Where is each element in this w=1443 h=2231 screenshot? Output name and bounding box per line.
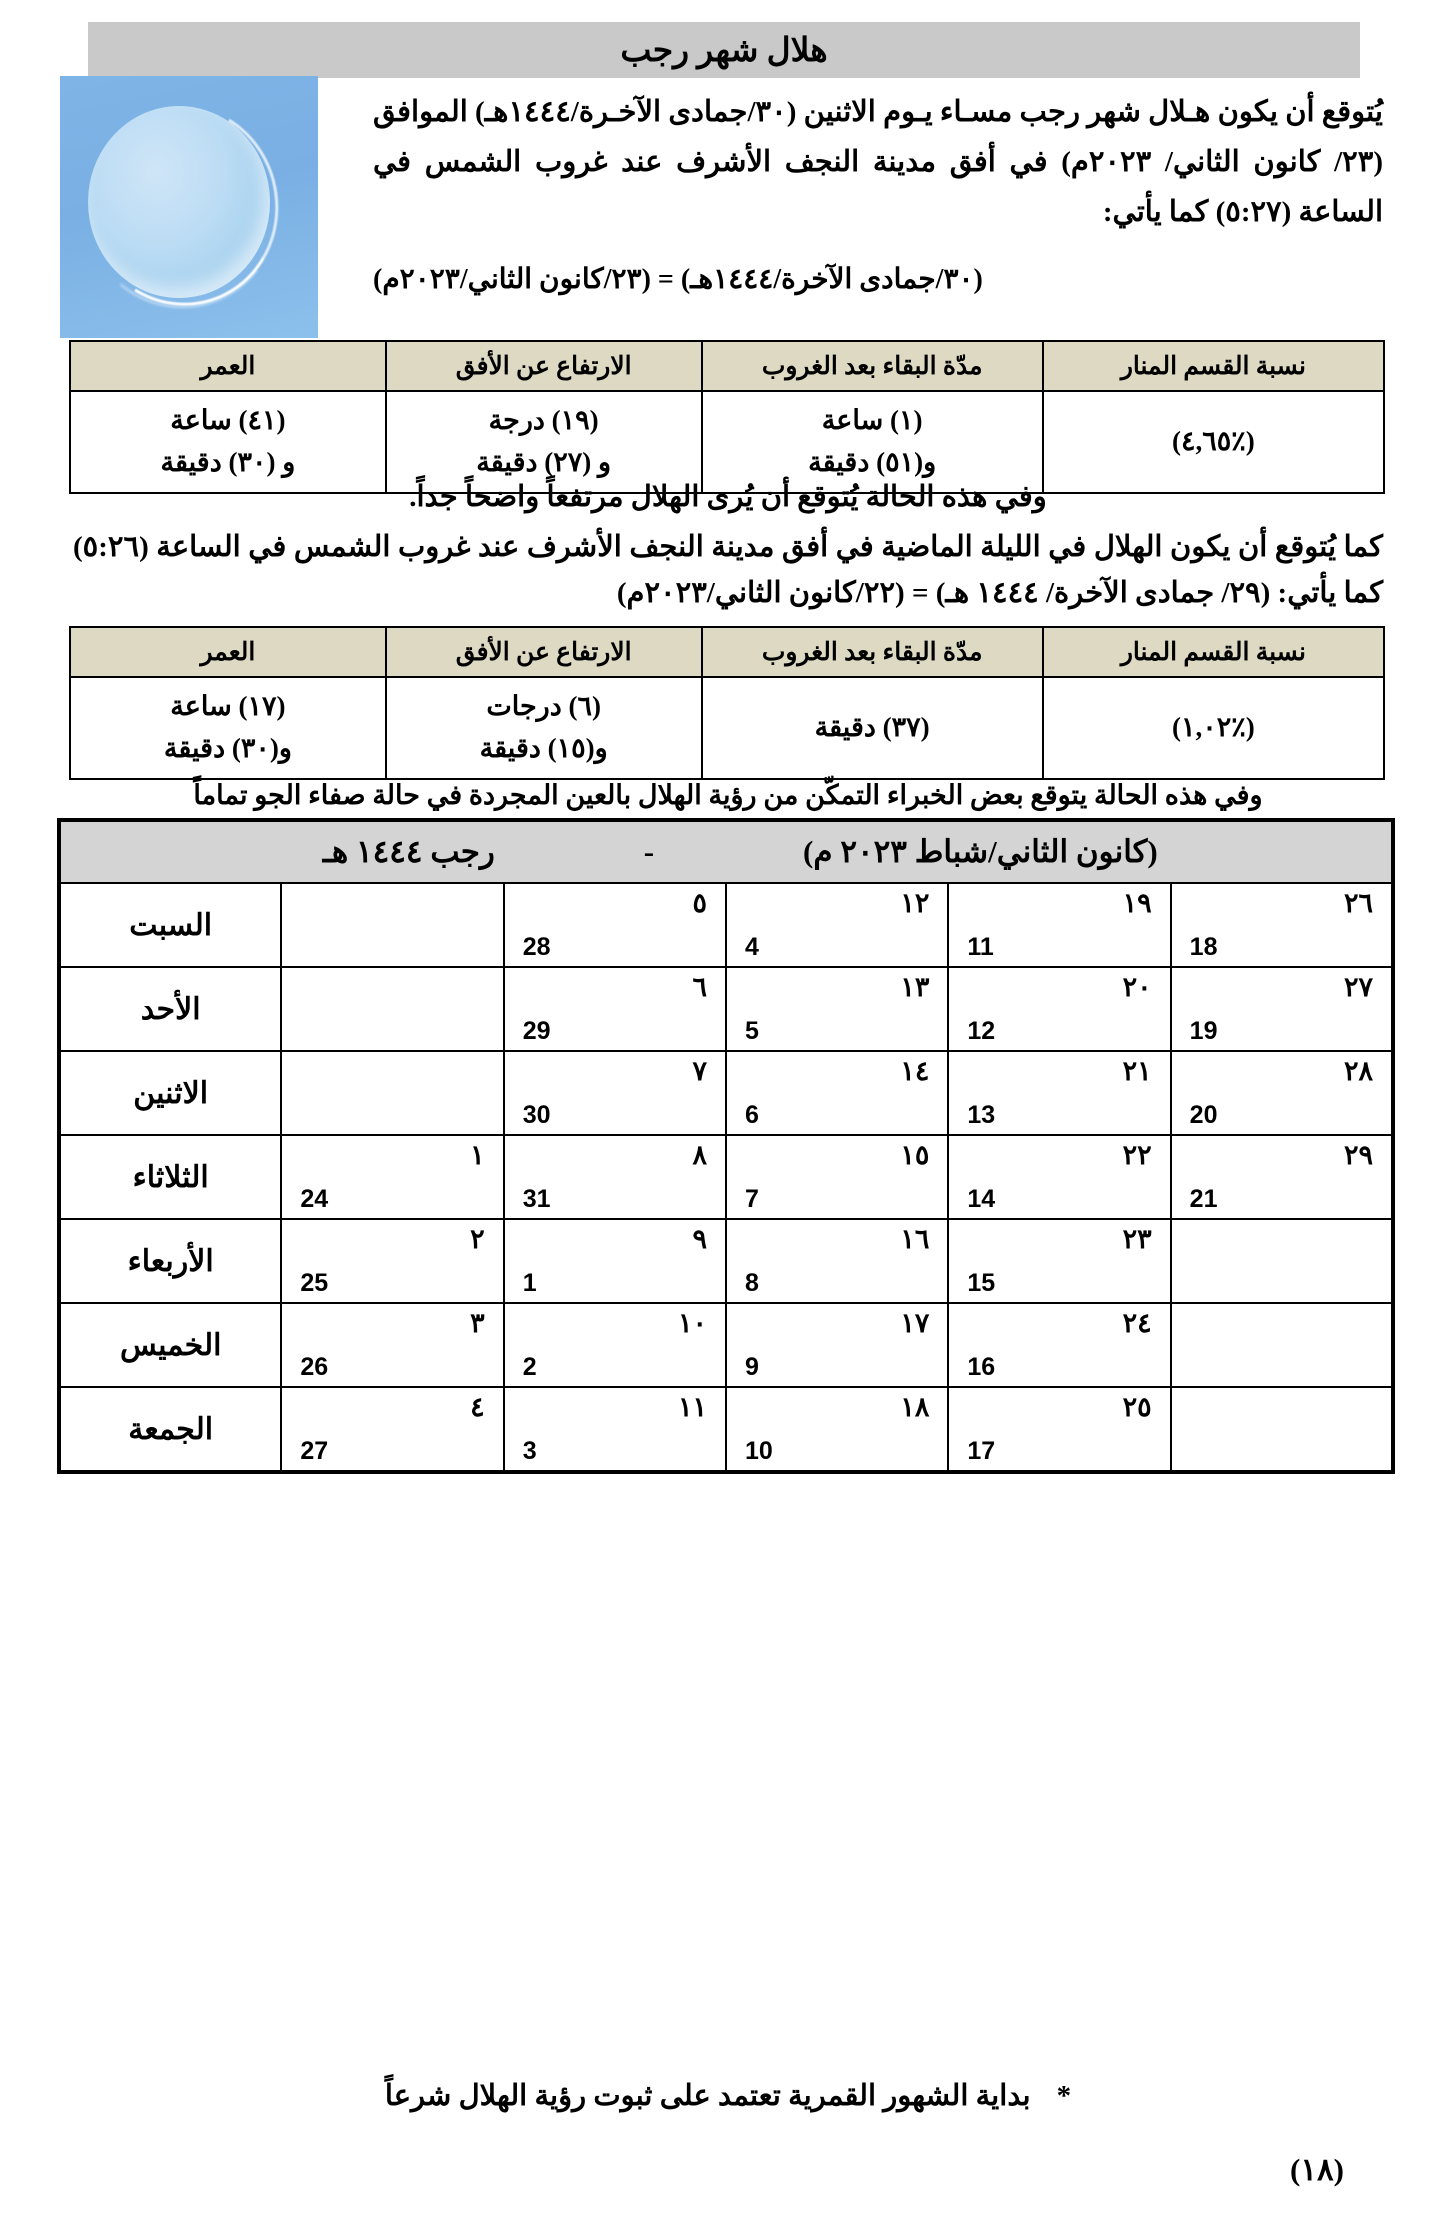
footnote-star-icon: * <box>1056 2080 1072 2112</box>
gregorian-day-number: 1 <box>522 1269 537 1297</box>
calendar-day-cell[interactable] <box>504 883 726 967</box>
hijri-day-number: ٤ <box>470 1392 485 1422</box>
calendar-day-cell[interactable] <box>281 1387 503 1472</box>
calendar-day-cell[interactable] <box>948 1219 1170 1303</box>
gregorian-day-number: 3 <box>522 1437 537 1465</box>
gregorian-day-number: 11 <box>967 933 994 961</box>
hijri-day-number: ١ <box>470 1140 485 1170</box>
hijri-day-number: ١١ <box>678 1392 708 1422</box>
calendar-week-row <box>59 1051 1393 1135</box>
calendar-day-cell[interactable] <box>281 1051 503 1135</box>
gregorian-day-number: 29 <box>522 1017 551 1045</box>
calendar-day-cell[interactable] <box>948 1051 1170 1135</box>
calendar-day-name: السبت <box>59 883 281 967</box>
intro-date-equation: (٣٠/جمادى الآخرة/١٤٤٤هـ) = (٢٣/كانون الثاني/٢٠٢٣م) <box>373 264 983 295</box>
hijri-day-number: ١٥ <box>900 1140 930 1170</box>
hijri-day-number: ١٨ <box>900 1392 930 1422</box>
cell-line-secondary: و (٣٠) دقيقة <box>160 447 296 477</box>
crescent-limb-glow-icon <box>72 90 291 318</box>
calendar-day-cell[interactable] <box>948 1135 1170 1219</box>
cell-line-primary: (٣٧) دقيقة <box>814 712 930 743</box>
hijri-day-number: ٢٧ <box>1343 972 1373 1002</box>
hijri-day-number: ٢ <box>470 1224 485 1254</box>
hijri-day-number: ٢٦ <box>1343 888 1373 918</box>
hijri-day-number: ٣ <box>470 1308 485 1338</box>
calendar-day-cell[interactable] <box>726 883 948 967</box>
calendar-day-cell[interactable] <box>281 1135 503 1219</box>
col-header-duration: مدّة البقاء بعد الغروب <box>702 341 1043 391</box>
gregorian-day-number: 5 <box>745 1017 759 1045</box>
hijri-day-number: ١٠ <box>678 1308 708 1338</box>
hijri-day-number: ٧ <box>692 1056 708 1086</box>
gregorian-day-number: 17 <box>967 1437 996 1465</box>
calendar-week-row <box>59 1219 1393 1303</box>
col-header-illumination: نسبة القسم المنار <box>1043 627 1384 677</box>
gregorian-day-number: 4 <box>745 933 759 961</box>
calendar-day-name: الأربعاء <box>59 1219 281 1303</box>
col-header-altitude: الارتفاع عن الأفق <box>386 341 702 391</box>
calendar-body <box>59 883 1393 1472</box>
gregorian-day-number: 16 <box>967 1353 996 1381</box>
gregorian-day-number: 18 <box>1189 933 1218 961</box>
calendar-day-cell[interactable] <box>948 967 1170 1051</box>
calendar-title-dash: - <box>643 834 655 869</box>
gregorian-day-number: 24 <box>300 1185 329 1213</box>
calendar-title-cell <box>59 820 1393 883</box>
calendar-day-cell[interactable] <box>726 967 948 1051</box>
monthly-calendar <box>57 818 1395 1474</box>
cell-age <box>70 677 386 779</box>
calendar-day-name: الخميس <box>59 1303 281 1387</box>
gregorian-day-number: 26 <box>300 1353 329 1381</box>
calendar-week-row <box>59 1135 1393 1219</box>
gregorian-day-number: 8 <box>745 1269 759 1297</box>
hijri-day-number: ٢٤ <box>1122 1308 1152 1338</box>
calendar-week-row <box>59 1387 1393 1472</box>
gregorian-day-number: 25 <box>300 1269 329 1297</box>
gregorian-day-number: 30 <box>522 1101 551 1129</box>
calendar-day-name: الاثنين <box>59 1051 281 1135</box>
calendar-day-cell[interactable] <box>504 1219 726 1303</box>
hijri-day-number: ٦ <box>692 972 708 1002</box>
page-title-band <box>88 22 1360 78</box>
hijri-day-number: ١٣ <box>900 972 930 1002</box>
hijri-day-number: ٢٩ <box>1343 1140 1373 1170</box>
gregorian-day-number: 12 <box>967 1017 996 1045</box>
hijri-day-number: ٥ <box>692 888 708 918</box>
hijri-day-number: ١٩ <box>1122 888 1152 918</box>
table-header-row <box>70 341 1384 391</box>
gregorian-day-number: 20 <box>1189 1101 1218 1129</box>
col-header-illumination: نسبة القسم المنار <box>1043 341 1384 391</box>
cell-altitude <box>386 677 702 779</box>
calendar-gregorian-title: (كانون الثاني/شباط ٢٠٢٣ م) <box>803 834 1158 869</box>
footnote-text: بداية الشهور القمرية تعتمد على ثبوت رؤية الهلال شرعاً <box>384 2080 1031 2112</box>
cell-line-secondary: و(٥١) دقيقة <box>808 447 937 477</box>
calendar-day-cell[interactable] <box>504 967 726 1051</box>
calendar-day-name: الثلاثاء <box>59 1135 281 1219</box>
gregorian-day-number: 2 <box>522 1353 537 1381</box>
calendar-day-cell[interactable] <box>1171 1387 1393 1472</box>
calendar-week-row <box>59 1303 1393 1387</box>
cell-line-secondary: و (٢٧) دقيقة <box>476 447 612 477</box>
cell-duration <box>702 677 1043 779</box>
calendar-day-cell[interactable] <box>948 1387 1170 1472</box>
calendar-day-cell[interactable] <box>281 883 503 967</box>
cell-line-primary: (١) ساعة <box>821 405 923 436</box>
gregorian-day-number: 13 <box>967 1101 996 1129</box>
hijri-day-number: ٢٣ <box>1122 1224 1152 1254</box>
note-paragraph-third: وفي هذه الحالة يتوقع بعض الخبراء التمكّن من رؤية الهلال بالعين المجردة في حالة صفاء الجو تماماً <box>193 780 1263 810</box>
calendar-day-cell[interactable] <box>281 967 503 1051</box>
cell-line-primary: (٪٤,٦٥) <box>1172 426 1255 457</box>
gregorian-day-number: 7 <box>745 1185 759 1213</box>
calendar-day-cell[interactable] <box>948 1303 1170 1387</box>
calendar-day-cell[interactable] <box>726 1387 948 1472</box>
hijri-day-number: ٨ <box>692 1140 708 1170</box>
gregorian-day-number: 19 <box>1189 1017 1218 1045</box>
calendar-day-name: الأحد <box>59 967 281 1051</box>
cell-line-primary: (٦) درجات <box>486 691 601 722</box>
calendar-day-name: الجمعة <box>59 1387 281 1472</box>
page-title: هلال شهر رجب <box>620 33 828 69</box>
calendar-day-cell[interactable] <box>504 1303 726 1387</box>
gregorian-day-number: 31 <box>522 1185 551 1213</box>
cell-line-primary: (٤١) ساعة <box>170 405 286 436</box>
cell-line-secondary: و(١٥) دقيقة <box>479 733 608 763</box>
hijri-day-number: ٢١ <box>1122 1056 1152 1086</box>
table-header-row <box>70 627 1384 677</box>
hilal-data-table-first-night <box>69 340 1385 494</box>
cell-line-primary: (١٩) درجة <box>488 405 599 436</box>
gregorian-day-number: 14 <box>967 1185 996 1213</box>
page-number: (١٨) <box>1290 2152 1344 2187</box>
calendar-hijri-title: رجب ١٤٤٤ هـ <box>322 834 495 869</box>
gregorian-day-number: 21 <box>1189 1185 1218 1213</box>
hijri-day-number: ١٦ <box>900 1224 930 1254</box>
calendar-day-cell[interactable] <box>726 1051 948 1135</box>
gregorian-day-number: 10 <box>745 1437 773 1465</box>
hijri-day-number: ١٢ <box>900 888 930 918</box>
col-header-altitude: الارتفاع عن الأفق <box>386 627 702 677</box>
table-row <box>70 677 1384 779</box>
calendar-day-cell[interactable] <box>726 1303 948 1387</box>
calendar-day-cell[interactable] <box>1171 1303 1393 1387</box>
hilal-crescent-photo <box>60 76 318 338</box>
hijri-day-number: ٢٠ <box>1122 972 1152 1002</box>
calendar-day-cell[interactable] <box>726 1135 948 1219</box>
calendar-day-cell[interactable] <box>1171 1219 1393 1303</box>
cell-line-primary: (٪١,٠٢) <box>1172 712 1255 743</box>
note-paragraph-first: وفي هذه الحالة يُتوقع أن يُرى الهلال مرتفعاً واضحاً جداً. <box>409 481 1047 513</box>
calendar-day-cell[interactable] <box>504 1051 726 1135</box>
gregorian-day-number: 28 <box>522 933 551 961</box>
col-header-duration: مدّة البقاء بعد الغروب <box>702 627 1043 677</box>
calendar-week-row <box>59 883 1393 967</box>
calendar-day-cell[interactable] <box>1171 1051 1393 1135</box>
hijri-day-number: ٩ <box>692 1224 708 1254</box>
hijri-day-number: ١٧ <box>900 1308 930 1338</box>
cell-illumination <box>1043 677 1384 779</box>
gregorian-day-number: 15 <box>967 1269 996 1297</box>
calendar-day-cell[interactable] <box>1171 967 1393 1051</box>
calendar-day-cell[interactable] <box>1171 883 1393 967</box>
calendar-week-row <box>59 967 1393 1051</box>
cell-line-primary: (١٧) ساعة <box>170 691 286 722</box>
hijri-day-number: ٢٥ <box>1122 1392 1152 1422</box>
calendar-day-cell[interactable] <box>504 1135 726 1219</box>
gregorian-day-number: 9 <box>745 1353 759 1381</box>
gregorian-day-number: 27 <box>300 1437 329 1465</box>
calendar-day-cell[interactable] <box>281 1219 503 1303</box>
hijri-day-number: ٢٨ <box>1343 1056 1373 1086</box>
gregorian-day-number: 6 <box>745 1101 759 1129</box>
footnote <box>73 2078 1383 2113</box>
calendar-day-cell[interactable] <box>504 1387 726 1472</box>
calendar-header-row <box>59 820 1393 883</box>
hijri-day-number: ١٤ <box>900 1056 930 1086</box>
hilal-data-table-previous-night <box>69 626 1385 780</box>
calendar-day-cell[interactable] <box>281 1303 503 1387</box>
cell-line-secondary: و(٣٠) دقيقة <box>163 733 292 763</box>
calendar-day-cell[interactable] <box>1171 1135 1393 1219</box>
calendar-day-cell[interactable] <box>726 1219 948 1303</box>
hijri-day-number: ٢٢ <box>1122 1140 1152 1170</box>
col-header-age: العمر <box>70 627 386 677</box>
col-header-age: العمر <box>70 341 386 391</box>
intro-paragraph: يُتوقع أن يكون هـلال شهر رجب مسـاء يـوم الاثنين (٣٠/جمادى الآخـرة/١٤٤٤هـ) الموافق (٢٣/ كانون الثاني/ ٢٠٢٣م) في أفق مدينة النجف الأشرف عند غروب الشمس في الساعة (٥:٢٧) كما يأتي: <box>373 96 1383 228</box>
calendar-day-cell[interactable] <box>948 883 1170 967</box>
note-paragraph-second: كما يُتوقع أن يكون الهلال في الليلة الماضية في أفق مدينة النجف الأشرف عند غروب الشمس في الساعة (٥:٢٦) كما يأتي: (٢٩/ جمادى الآخرة/ ١٤٤٤ هـ) = (٢٢/كانون الثاني/٢٠٢٣م) <box>73 531 1383 610</box>
